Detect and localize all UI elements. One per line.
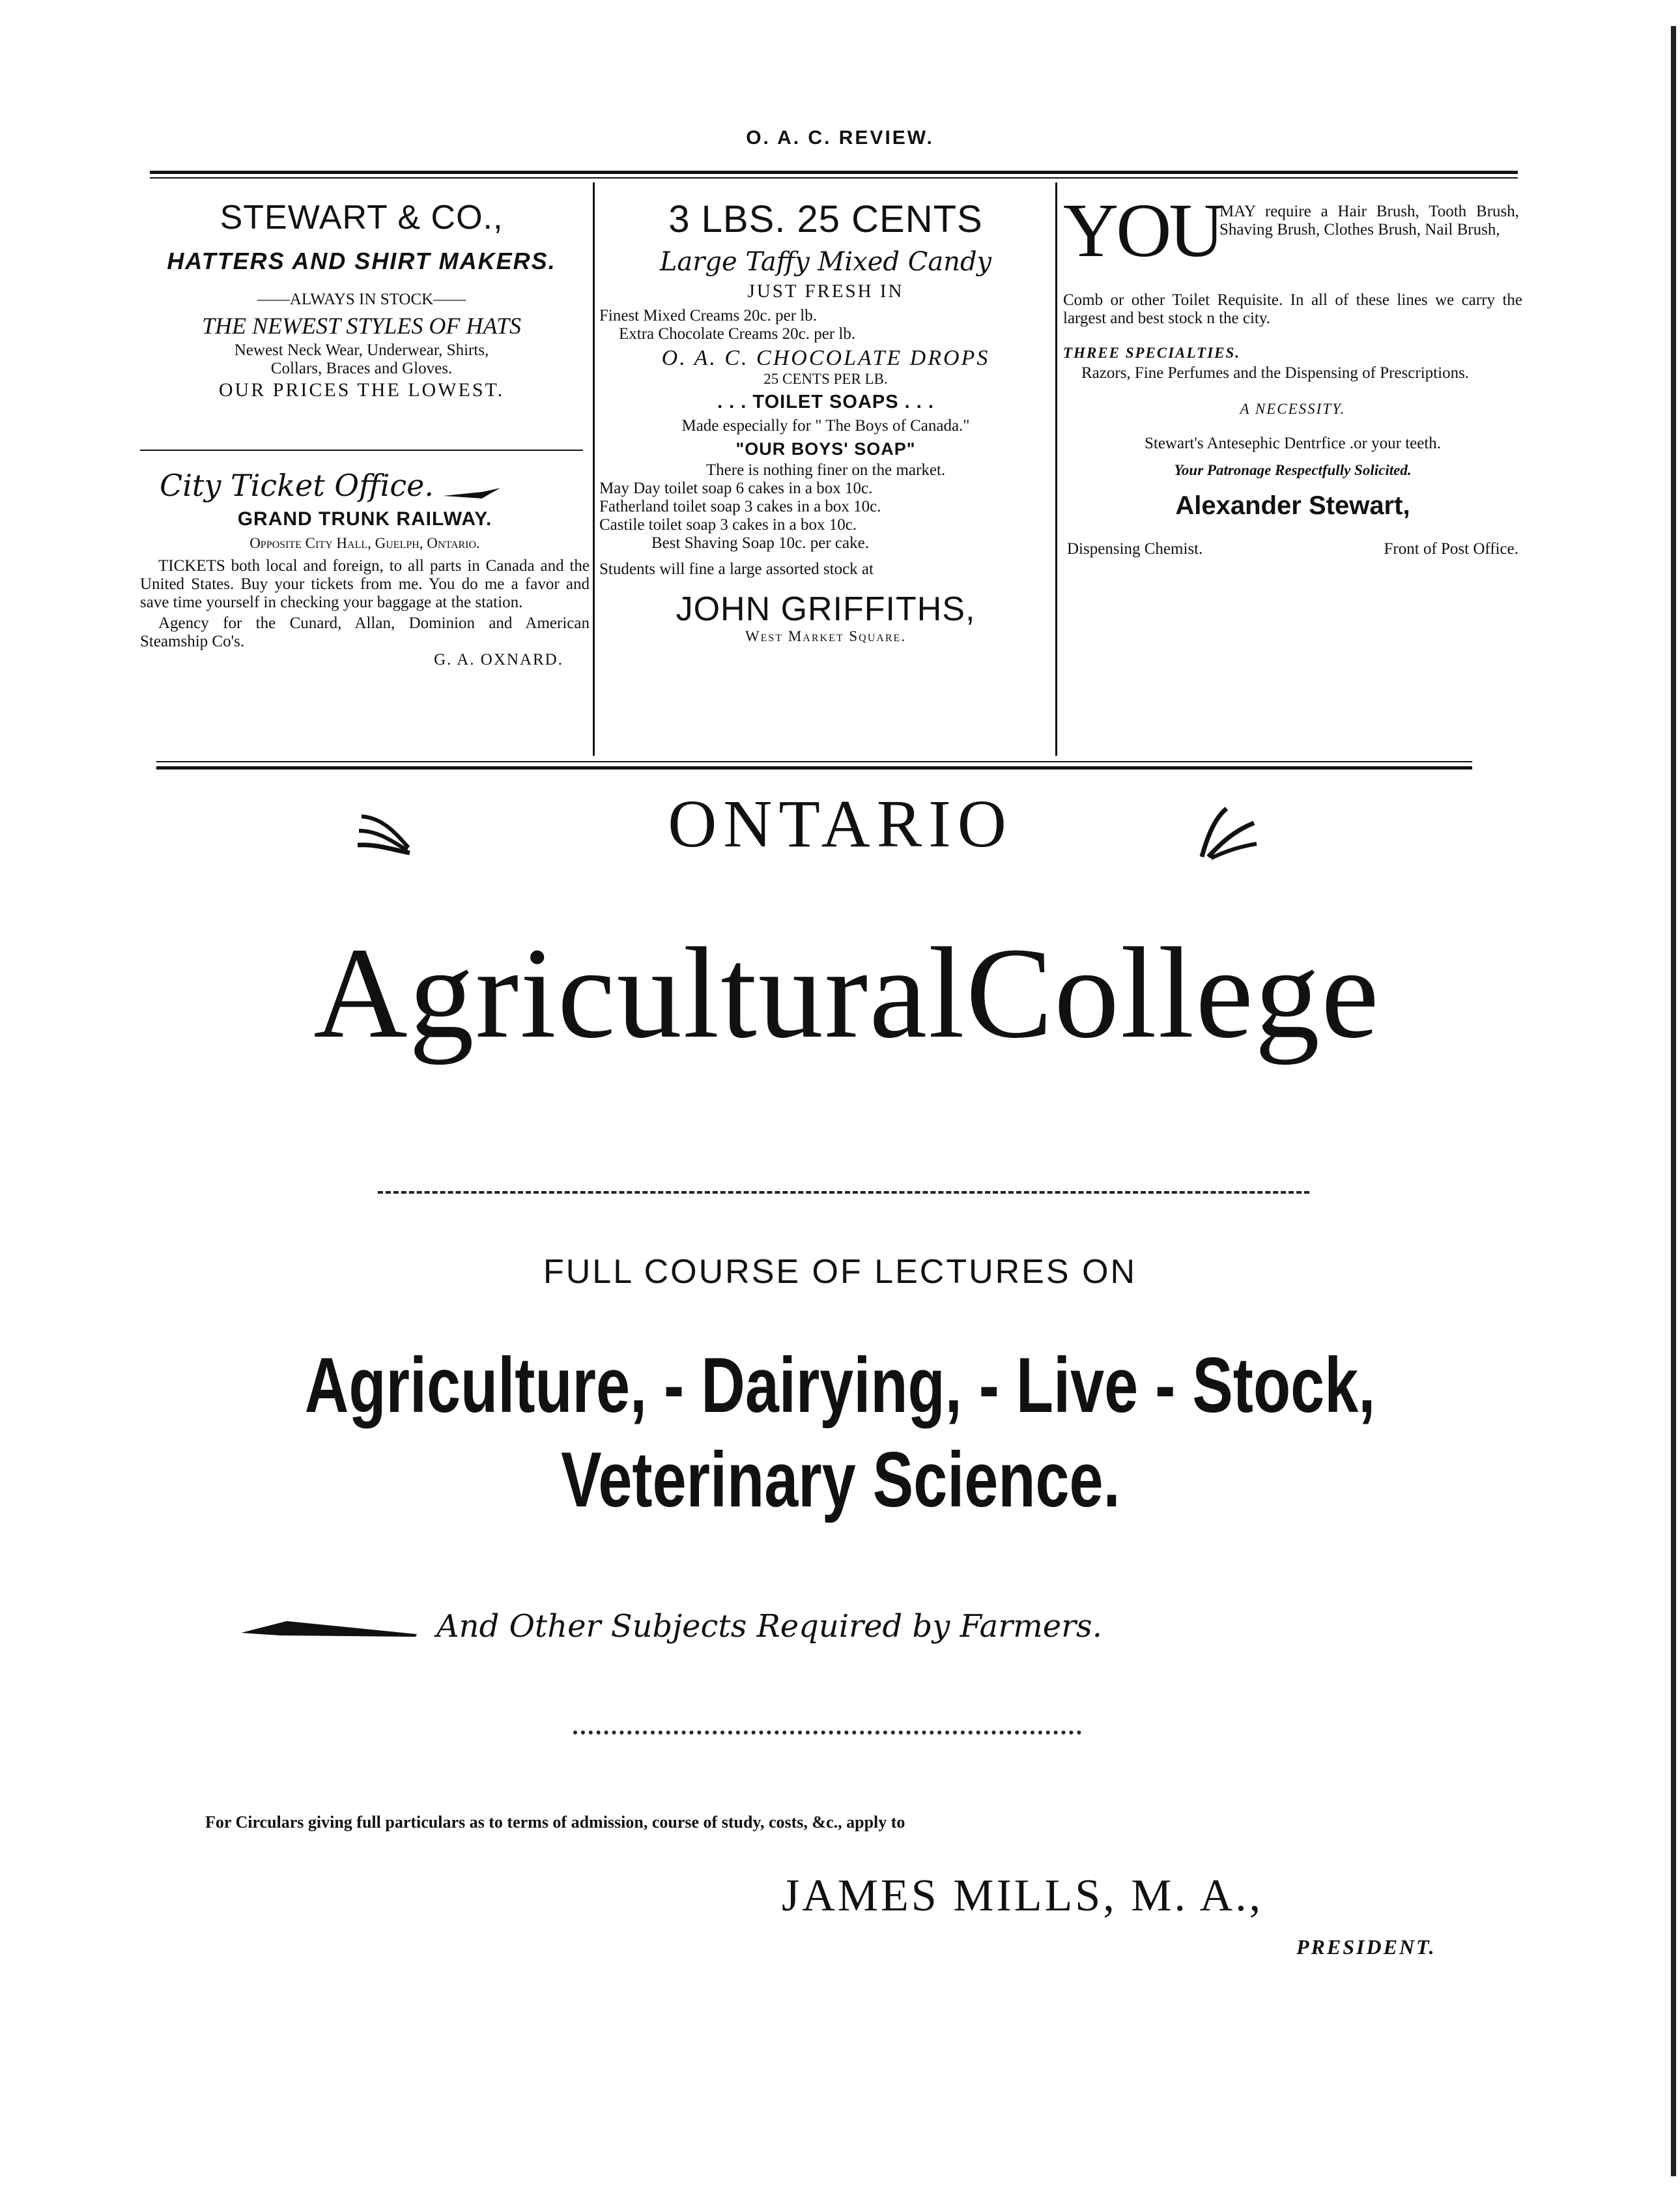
column-divider-left: [593, 182, 595, 756]
stewart-you-rest: MAY require a Hair Brush, Tooth Brush, Shaving Brush, Clothes Brush, Nail Brush,: [1219, 203, 1519, 238]
college-dashed-rule: [378, 1191, 1309, 1194]
stewart-you: YOU: [1063, 199, 1222, 273]
pointing-hand-icon: [443, 487, 502, 500]
college-circulars: For Circulars giving full particulars as to terms of admission, course of study, costs, &c., apply to: [205, 1813, 905, 1832]
griffiths-soap2: Fatherland toilet soap 3 cakes in a box 10c.: [599, 497, 881, 515]
stewart-location: Front of Post Office.: [1384, 540, 1518, 558]
stewart-co-tagline: HATTERS AND SHIRT MAKERS.: [167, 248, 556, 275]
stewart-you-block: [1063, 199, 1522, 283]
griffiths-fresh: JUST FRESH IN: [747, 280, 904, 302]
college-subjects-line2: [130, 1437, 1550, 1523]
stewart-necessity-heading: A NECESSITY.: [1240, 400, 1346, 417]
griffiths-soaps: . . . TOILET SOAPS . . .: [717, 392, 934, 413]
college-dotted-rule: [573, 1731, 1081, 1734]
top-rule-thin: [150, 177, 1518, 179]
stewart-co-feature: THE NEWEST STYLES OF HATS: [201, 312, 522, 339]
ticket-office-title-row: [140, 469, 590, 503]
ad-stewart-co: [140, 199, 583, 459]
griffiths-shaving: Best Shaving Soap 10c. per cake.: [651, 534, 869, 552]
stewart-name: Alexander Stewart,: [1175, 491, 1410, 521]
running-title: O. A. C. REVIEW.: [746, 127, 934, 149]
left-ornament-icon: [355, 811, 414, 857]
ticket-office-body: TICKETS both local and foreign, to all parts in Canada and the United States. Buy your tickets from me. You do me a favor and save time yourself in checking your baggage at the station.: [140, 556, 590, 611]
college-other-subjects: And Other Subjects Required by Farmers.: [436, 1608, 1102, 1645]
college-name: AgriculturalCollege: [313, 921, 1380, 1065]
griffiths-creams1: Finest Mixed Creams 20c. per lb.: [599, 307, 817, 325]
griffiths-name: JOHN GRIFFITHS,: [676, 590, 976, 628]
president-title: PRESIDENT.: [1296, 1935, 1436, 1959]
griffiths-address: West Market Square.: [745, 627, 907, 644]
ad-alexander-stewart: [1063, 199, 1522, 759]
stewart-footer-row: [1063, 540, 1522, 558]
griffiths-soap3: Castile toilet soap 3 cakes in a box 10c.: [599, 515, 857, 534]
ticket-office-railway: GRAND TRUNK RAILWAY.: [237, 508, 492, 530]
stewart-title: Dispensing Chemist.: [1067, 540, 1203, 558]
top-rule-thick: [150, 171, 1518, 174]
college-subjects1-text: Agriculture, - Dairying, - Live - Stock,: [305, 1342, 1376, 1429]
stewart-patronage: Your Patronage Respectfully Solicited.: [1174, 461, 1412, 478]
griffiths-drops: O. A. C. CHOCOLATE DROPS: [661, 346, 990, 371]
ticket-office-title: City Ticket Office.: [160, 469, 434, 503]
scan-edge-mark: [1671, 26, 1676, 2176]
ad-block-rule-thick: [156, 766, 1472, 770]
stewart-co-stock-heading: ——ALWAYS IN STOCK——: [257, 290, 466, 308]
stewart-co-line1: Newest Neck Wear, Underwear, Shirts,: [234, 341, 489, 359]
griffiths-candy: Large Taffy Mixed Candy: [659, 246, 992, 277]
ticket-office-location: Opposite City Hall, Guelph, Ontario.: [249, 535, 480, 552]
griffiths-made-for: Made especially for " The Boys of Canada.": [681, 416, 970, 435]
ad-block-rule-thin: [156, 761, 1472, 762]
college-ontario: ONTARIO: [668, 786, 1013, 861]
griffiths-boys-soap: "OUR BOYS' SOAP": [735, 439, 916, 459]
col1-divider: [140, 450, 583, 451]
griffiths-students: Students will fine a large assorted stock at: [599, 560, 874, 578]
ad-griffiths: [599, 199, 1052, 766]
stewart-necessity: Stewart's Antesephic Dentrfice .or your teeth.: [1144, 434, 1442, 452]
griffiths-drops-price: 25 CENTS PER LB.: [763, 371, 888, 388]
right-ornament-icon: [1189, 805, 1260, 860]
griffiths-creams2: Extra Chocolate Creams 20c. per lb.: [619, 325, 856, 343]
stewart-co-name: STEWART & CO.,: [220, 199, 504, 237]
ticket-office-agency: Agency for the Cunard, Allan, Dominion and American Steamship Co's.: [140, 614, 590, 650]
stewart-specialties: Razors, Fine Perfumes and the Dispensing of Prescriptions.: [1081, 364, 1470, 382]
college-other-row: [241, 1608, 1218, 1660]
stewart-specialties-heading: THREE SPECIALTIES.: [1063, 345, 1241, 361]
griffiths-nothing-finer: There is nothing finer on the market.: [705, 461, 946, 479]
stewart-body: Comb or other Toilet Requisite. In all of these lines we carry the largest and best stock n the city.: [1063, 291, 1522, 327]
griffiths-headline: 3 LBS. 25 CENTS: [668, 199, 983, 240]
president-name: JAMES MILLS, M. A.,: [782, 1871, 1264, 1921]
ad-ticket-office: [140, 469, 590, 756]
column-divider-right: [1055, 182, 1057, 756]
college-lectures: FULL COURSE OF LECTURES ON: [543, 1253, 1137, 1291]
pen-flourish-icon: [241, 1620, 417, 1639]
stewart-co-line2: Collars, Braces and Gloves.: [270, 359, 453, 377]
stewart-co-prices: OUR PRICES THE LOWEST.: [218, 379, 505, 401]
ticket-office-signature: G. A. OXNARD.: [434, 650, 563, 669]
griffiths-soap1: May Day toilet soap 6 cakes in a box 10c.: [599, 479, 873, 497]
college-subjects2-text: Veterinary Science.: [560, 1436, 1120, 1523]
college-subjects-line1: [130, 1342, 1550, 1428]
